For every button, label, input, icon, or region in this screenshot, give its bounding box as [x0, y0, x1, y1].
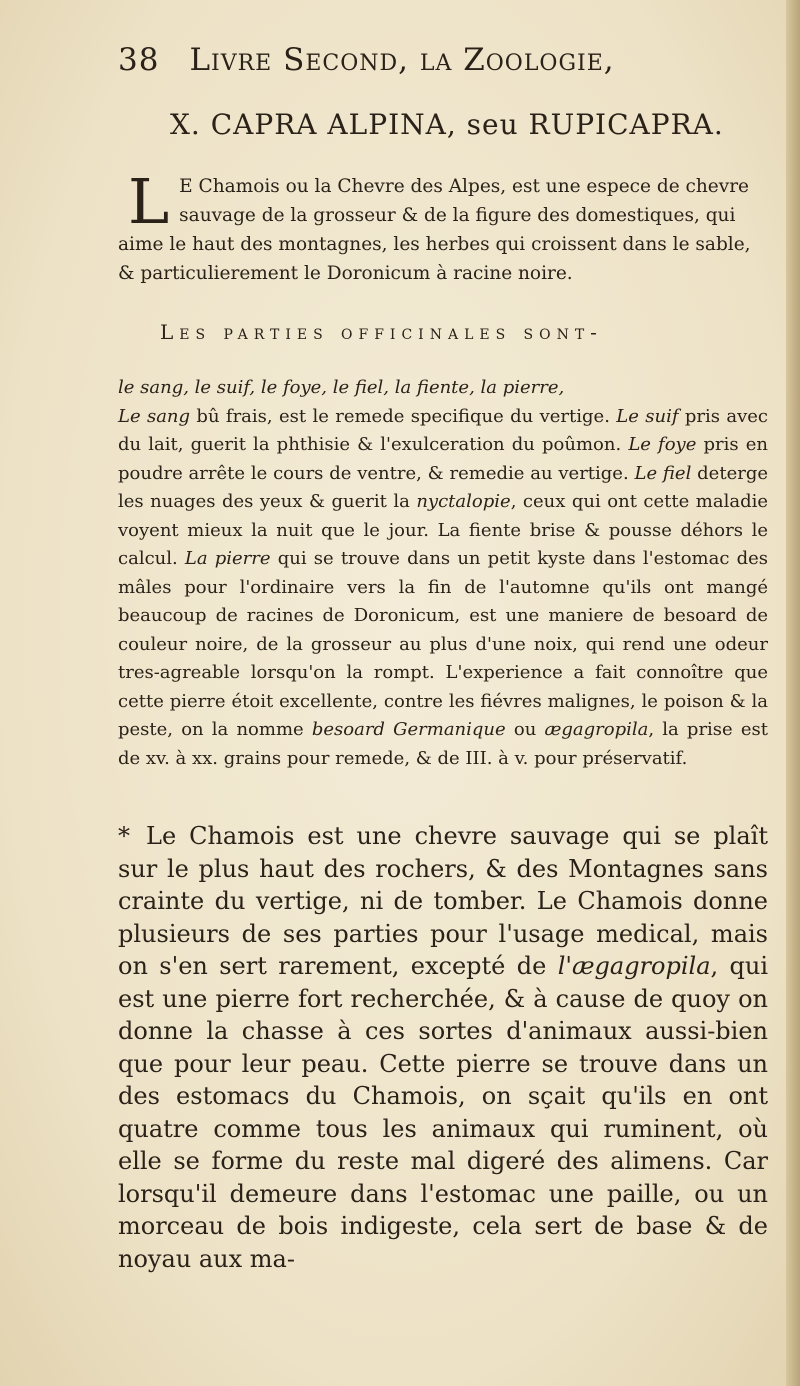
running-header [118, 42, 698, 78]
part-text: pris avec du lait, guerit la phthisie & l'exulceration du poûmon. [118, 405, 768, 455]
part-term: Le fiel [634, 462, 692, 484]
part-text: pris en poudre arrête le cours de ventre, & remedie au vertige. [118, 434, 768, 484]
officinal-heading: Les parties officinales sont- [160, 320, 603, 344]
note-term: l'ægagropila [557, 952, 711, 980]
page-number: 38 [118, 42, 160, 78]
part-term: Le suif [616, 405, 679, 427]
asterisk-marker: * [118, 822, 130, 850]
intro-paragraph [118, 165, 768, 288]
intro-text: E Chamois ou la Chevre des Alpes, est une espece de chevre sauvage de la grosseur & de la figure des domestiques, qui aime le haut des montagnes, les herbes qui croissent dans le sable, & particulierement le Doronicum à racine noire. [118, 176, 751, 284]
part-term: Le foye [628, 434, 697, 455]
drop-cap: L [128, 165, 170, 238]
part-text: , la prise est de xv. à xx. grains pour remede, & de III. à v. pour préservatif. [118, 719, 768, 769]
part-text: deterge les nuages des yeux & guerit la [118, 462, 768, 512]
running-title: Livre Second, la Zoologie, [189, 42, 615, 78]
note-text: Le Chamois est une chevre sauvage qui se plaît sur le plus haut des rochers, & des Montagnes sans crainte du vertige, ni de tomber. Le Chamois donne plusieurs de ses parties pour l'usage medical, mais on s'en sert rarement, excepté de [118, 822, 768, 980]
officinal-list: le sang, le suif, le foye, le fiel, la fiente, la pierre, [118, 377, 565, 398]
officinal-body [118, 374, 768, 773]
part-text: bû frais, est le remede specifique du vertige. [190, 405, 617, 427]
part-text: qui se trouve dans un petit kyste dans l'estomac des mâles pour l'ordinaire vers la fin de l'automne qu'ils ont mangé beaucoup de racines de Doronicum, est une maniere de besoard de couleur noire, de la grosseur au plus d'une noix, qui rend une odeur tres-agreable lorsqu'on la rompt. L'experience a fait connoître que cette pierre étoit excellente, contre les fiévres malignes, le poison & la peste, on la nomme [118, 548, 768, 740]
part-term: ægagropila [544, 719, 649, 740]
part-text: , ceux qui ont cette maladie voyent mieux la nuit que le jour. La fiente brise & pousse déhors le calcul. [118, 491, 768, 569]
part-text: ou [505, 719, 545, 740]
footnote-paragraph [118, 820, 768, 1275]
part-term: Le sang [118, 405, 191, 427]
note-text: , qui est une pierre fort recherchée, & à cause de quoy on donne la chasse à ces sortes d'animaux aussi-bien que pour leur peau. Cette pierre se trouve dans un des estomacs du Chamois, on sçait qu'ils en ont quatre comme tous les animaux qui ruminent, où elle se forme du reste mal digeré des alimens. Car lorsqu'il demeure dans l'estomac une paille, ou un morceau de bois indigeste, cela sert de base & de noyau aux ma- [118, 952, 768, 1273]
section-title: X. CAPRA ALPINA, seu RUPICAPRA. [170, 108, 724, 141]
page-edge [786, 0, 800, 1386]
part-term: La pierre [184, 548, 271, 569]
part-term: besoard Germanique [311, 719, 506, 740]
part-term: nyctalopie [416, 491, 511, 512]
